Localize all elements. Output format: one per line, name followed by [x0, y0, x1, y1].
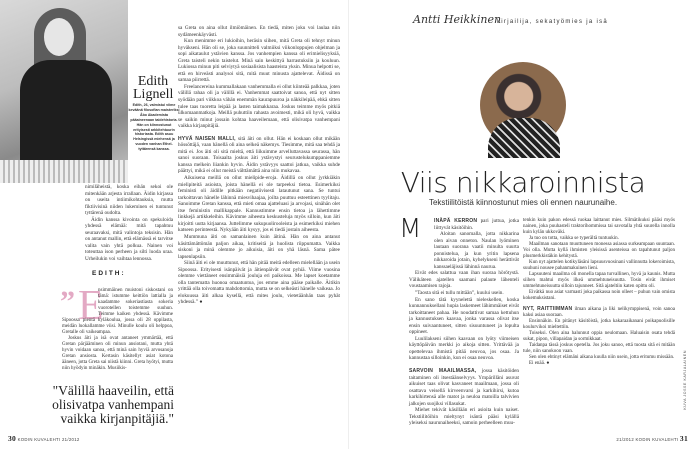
- paragraph: Toiseksi. Olen aina halunnut oppia neulomaan. Haluaisin osata tehdä sukat, pipon, villapaidan ja sormikkaat.: [523, 331, 675, 342]
- quote-mark: ”: [60, 285, 75, 318]
- pull-quote: "Välillä haaveilin, että olisivatpa vanhempani vaikka kirjanpitäjiä.": [52, 383, 174, 426]
- paragraph: sitä äiti on ollut. Hän ei koskaan ollut mikään hössöttäjä, vaan hänellä oli aina selkeä näkemys. Tiesimme, mitä saa tehdä ja mitä ei. Jos äiti oli sitä mieltä, että liikuimme arvelluttavassa seurassa, hän sanoi suoraan. Toisaalta joskus äiti ystävystyi seurustelukumppaniemme kanssa melkein liiankin hyvin. Äidin ystävyys saattoi jatkua, vaikka suhde päättyi, mikä ei ollut meistä välttämättä aina niin mukavaa.: [178, 135, 340, 175]
- edith-portrait-photo: [0, 0, 128, 183]
- paragraph: tenkin kuin pakon edessä ruokaa laittanut mies. Silmätikuksi pääsi myös nainen, joka puuhasteli traktorihommissa tai savotalla yhtä suurella innolla kuin kylän ukkoväki.: [523, 218, 675, 235]
- article-column-1: [409, 218, 519, 427]
- paragraph: Maailman sanotaan muuttuneen monessa asiassa surkeampaan suuntaan. Voi olla. Mutta kyllä ihmisten yleisissä asenteissa on tapahtunut paljon plusmerkkistäkin kehitystä.: [523, 242, 675, 259]
- paragraph: Eivät edes salattua vaan ihan suoraa hörötystä. Välikäteen ajatellen saamani palaute lähenteli voustaamisen rajoja.: [409, 270, 519, 290]
- paragraph: En sano tätä kyynelettä nieleskellen, koska kunnannuksellani hupia laskemeet lähimmäiset eivät tarkoittaneet pahaa. He noudattivat samaa kettuhun ja kannustuksen kaavaa, jonka varassa olivat itse ensin suivaantuneet, sitten sisuuntuneet ja lopulta oppineet.: [409, 296, 519, 336]
- paragraph: [62, 283, 173, 336]
- paragraph: ilman aikana ja liki nelikymppisenä, voin sanoa kaksi asiaa suoraan.: [523, 307, 675, 318]
- paragraph: Lapsuuteni maailma oli monella tapaa turvallinen, hyvä ja kaunis. Mutta siihen mahtui myös ilkeä ummehtuneisuutta. Tosin eivät ihmiset ummehtuneisuutta silloin tajunneet. Sitä ajateltiin katen opittu oli.: [523, 272, 675, 289]
- paragraph: Joskus äiti ja isä ovat antaneet ymmärtää, että Gretan pärjääminen oli minun ansiotani, mutta yhtä hyvin voidaan sanoa, että minä sain hyviä arvosanoja Gretan ansiosta. Kertasin käsitellyt asiat kotona ääneen, jotta Greta sai niistä kiinni. Greta hyötyi, mutta niin hyödyin minäkin. Musiikis-: [62, 336, 173, 371]
- article-column-1: [85, 184, 173, 263]
- article-column-1b: [62, 283, 173, 372]
- paragraph-text: nsimmäinen muistoni siskostani on tämä: istumme keittiön lattialla ja kaadamme sokeriastiasta sokeria vuorotellen toistemme suuhun. Teimme kaiken yhdessä. Kävimme Sipoossa pientä kyläkoulua, jossa oli 28 oppilasta, meidän luokallamme viisi. Minulle koulu oli helppoa, Gretalle oli vaikeampaa.: [62, 288, 173, 335]
- page-number: 30: [8, 434, 17, 443]
- portrait-caption: Edith, 26, valmistui viime keväänä filosofian maisteriksi Åbo Akademista pääaineenaan taidehistoria. Hän on kiinnostunut erityisesti arkkitehtuurin historiasta. Edith asuu Helsingissä miehensä ja vuoden vanhan Ethel-tyttärensä kanssa.: [128, 103, 180, 152]
- paragraph: Freelancereina kummallakaan vanhemmalla ei ollut kiinteää palkkaa, joten välillä rahaa oli ja välillä ei. Vanhemmat saattoivat sanoa, että nyt sitten syödään pari viikkoa vähän enemmän kaurapuuroa ja näkkileipää, ehkä sitten tulee taas tuoretta leipää ja lasten taimakkaraa. Joskus teimme myös pitkiä ulkomaanmatkoja. Meillä puhuttiin rahasta avoimesti, mikä oli hyvä, vaikka se saikin minut jossain kohtaa haaveilemaan, että olisivatpa vanhempani vaikka kirjanpitäjiä.: [178, 83, 340, 130]
- drop-cap: M: [399, 214, 422, 244]
- magazine-issue: KODIN KUVALEHTI 21/2012: [17, 437, 80, 442]
- left-page: [0, 0, 348, 449]
- paragraph: Siinä äiti ei ole muuttunut, että hän pitää meitä edelleen mielellään ja usein Sipoossa. Erityisesti isänpäivät ja äitienpäivät ovat pyhiä. Viime vuosina olemme viettäneet ensimmäisiä jouluja eri paikoissa. Me lapset koetamme olla tantematta huonoa omaatuntoa, jos emme aina pääse paikalle. Äitikin yrittää olla toivomatta mahdottomia, mutta se on selkeästi hänelle vaikeaa. Jo elokuussa äiti alkaa kysellä, että mites joulu, vietetäänhän taas pyhät yhdessä.” ●: [178, 260, 340, 306]
- paragraph: pari juttua, jotka liittyvät käsitöihin.: [434, 218, 519, 231]
- lead-in: SARVOIN MAAILMASSA,: [409, 368, 477, 375]
- section-label: EDITH:: [92, 270, 126, 277]
- photo-credit: KUVA JOSSE KARJALAINEN: [683, 350, 687, 410]
- paragraph: Luulilakseni siihen kaavaan on lyöty viimeisen käyttöpäivän merkki jo aikoja sitten. Yrittävää ja opettelevaa ihmistä pitää neuvoa, jos osaa. Ja kannustaa silloinkin, kun ei osaa neuvoa.: [409, 335, 519, 362]
- paragraph: Sen olen ehtinyt elämäni aikana kuulla niin usein, jotta eritumu missään.: [529, 355, 675, 360]
- paragraph: Miehet tekivät käsillään eri asioita kuin naiset. Tekstiilitöihin mieltynyt isäntä pääsi kylällä yleiseksi naurunaiheeksi, samoin perheelleen muu-: [409, 407, 519, 427]
- drop-cap: E: [78, 283, 104, 329]
- right-page: [348, 0, 696, 449]
- page-footer: [8, 434, 80, 443]
- page-number: 31: [679, 434, 688, 443]
- paragraph: Äidin kanssa kivointa on spekuloida yhdessä elämää: mitä tapahtuu seuraavaksi, mitä valintoja teksisin. Hän on antanut mallin, että elämässä ei tarvitse valita vain yhtä polkua. Nainen voi toteuttaa ison perheen ja silti luoda uraa. Urheilukin voi vaihtaa lennossa.: [85, 216, 174, 263]
- paragraph: Ei enää. ●: [529, 361, 550, 366]
- paragraph: sa Greta on aina ollut ilmiömäinen. En tiedä, miten joku voi laulaa niin sydämeenkäyvästi.: [178, 25, 340, 38]
- paragraph: ”Taosta sitä ei tullu mittään”, kuului usein.: [415, 290, 504, 297]
- paragraph: Mummuna äiti on samanlainen kuin äitinä. Hän on aina antanut käsittämättömän paljon aikaa, kritiseitä ja huolista riippumatta. Vaikka siskoni ja minä olemme jo aikuisia, äiti on yhä läsnä. Sama pätee lapsenlapsiin.: [178, 233, 340, 260]
- article-column-2: [523, 218, 675, 367]
- paragraph: Ja tuo on totta, vaikka se typerältä tuntuukin.: [529, 236, 619, 241]
- paragraph: Eivätkä nuo asiat varmasti joka paikassa noin olleet – puhun vain omista kokemuksistani.: [523, 290, 675, 301]
- paragraph: Ensinnäkin. En pitänyt käsitöistä, jotka kakaraaikanani poikapuolisille koulurvikoi mieltettiin.: [523, 319, 675, 330]
- author-description: kirjailija, sekatyömies ja isä: [497, 19, 609, 25]
- paragraph: Kun menimme eri lukioihin, heräsin siihen, mitä Greta oli tehnyt minun hyväkseni. Hän oli se, joka suunnitteli valmiiksi viikonloppujen ohjelman ja sopi aikataulut ystävien kanssa. Jos vanhempien kanssa oli erimielisyyksiä, Greta taisteli nekin taistelut. Minä sain keskittyä harrastuksiin ja kouluun. Lukiossa minun piti selviytyä sosiaalisista haasteista yksin. Minua helpotti se, että en hirveästi analysoi sitä, mitä muut minusta ajattelevat. Äidissä on samaa piirrettä.: [178, 38, 340, 84]
- paragraph: Aloitan sanomalla, jotta nikkarina olen aivan onneton. Naulan lyöminen lautaan suorana vaatii minulta suurta ponnistelua, ja kun yritin lapsena nikkaroida jotain, kyhelykseni herättivät kanssaeläjissä lähinnä naurua.: [434, 231, 519, 270]
- antti-portrait-photo: [480, 62, 566, 148]
- article-subheadline: Tekstiilitöistä kiinnostunut mies oli ennen naurunaihe.: [428, 198, 618, 207]
- paragraph: Taidanpa tässä joskus opetella. Jos joku sanoo, että tuosta sitä ei mitään tule, niin sanokoon vaan.: [523, 343, 675, 354]
- article-column-2: [178, 25, 340, 425]
- portrait-name: Edith Lignell: [133, 74, 174, 102]
- paragraph: nimiläheistä, koska eihän sekoi ole mitenkään arjesta irrallaan. Äidin kirjassa on useita intiimikohtauksia, mutta fiktiivisinä niiden lukeminen ei tuntunut tyttärenä oudolta.: [85, 184, 173, 217]
- lead-in: HYVÄ NAISEN MALLI,: [178, 135, 236, 142]
- paragraph: Kun nyt ajattelen kotikyläsäni lapsuusvuosinani vallinnutta lokeroimista, suuhuni nousee pahanmakuinen lieni.: [523, 260, 675, 271]
- paragraph: jossa käsitöiden taitaminen oli itsestäänselvyys. Ympärilläni asuvat aikuiset taas olivat kasvaneet maailmaan, jossa oli osattava veisellä kirveenvarsi ja karkihirsi, kutoa karkihirtensä alle matot ja neuloa matoilla talvivien jalkojen suojiksi villasukat.: [409, 368, 519, 407]
- lead-in: INÄPÄ KERRON: [434, 218, 478, 224]
- page-footer: [616, 434, 688, 443]
- article-headline: Viis nikkaroinnista: [400, 166, 646, 199]
- magazine-issue: 21/2012 KODIN KUVALEHTI: [616, 437, 679, 442]
- author-signature: Antti Heikkinen: [413, 13, 502, 26]
- paragraph: Aikuisena meillä on ollut mielipide-eroja. Äidillä on ollut jyrkkiäkin mielipiteitä asioista, joista hänellä ei ole tarpeeksi tietoa. Esimerkiksi feministi oli äidille pitkään negatiivisesti latautunut sana. Se tuntui tarkoittavan hänelle lähinnä miesvihaajaa, joilta puuttuu esteettinen tyylitaju. Sanoimme Gretan kanssa, että mieti omaa ajatteluasi ja arvojasi, sinähän olet itse feministin mallikappale. Kannustimme ensin tietoa ja lähettimme linkkejä artikkeleihin. Kävimme aiheesta keskusteluja myös silloin, kun äiti kirjoitti uutta kirjaansa. Juttelimme sukupuolirooleista ja esimerkiksi miehen katseen perinteestä. Nykyään äiti kysyy, jos ei tiedä jostain aiheesta.: [178, 175, 340, 234]
- drop-cap-space: [62, 288, 98, 318]
- lead-in: NYT, RAITTIIMMAN: [523, 306, 573, 312]
